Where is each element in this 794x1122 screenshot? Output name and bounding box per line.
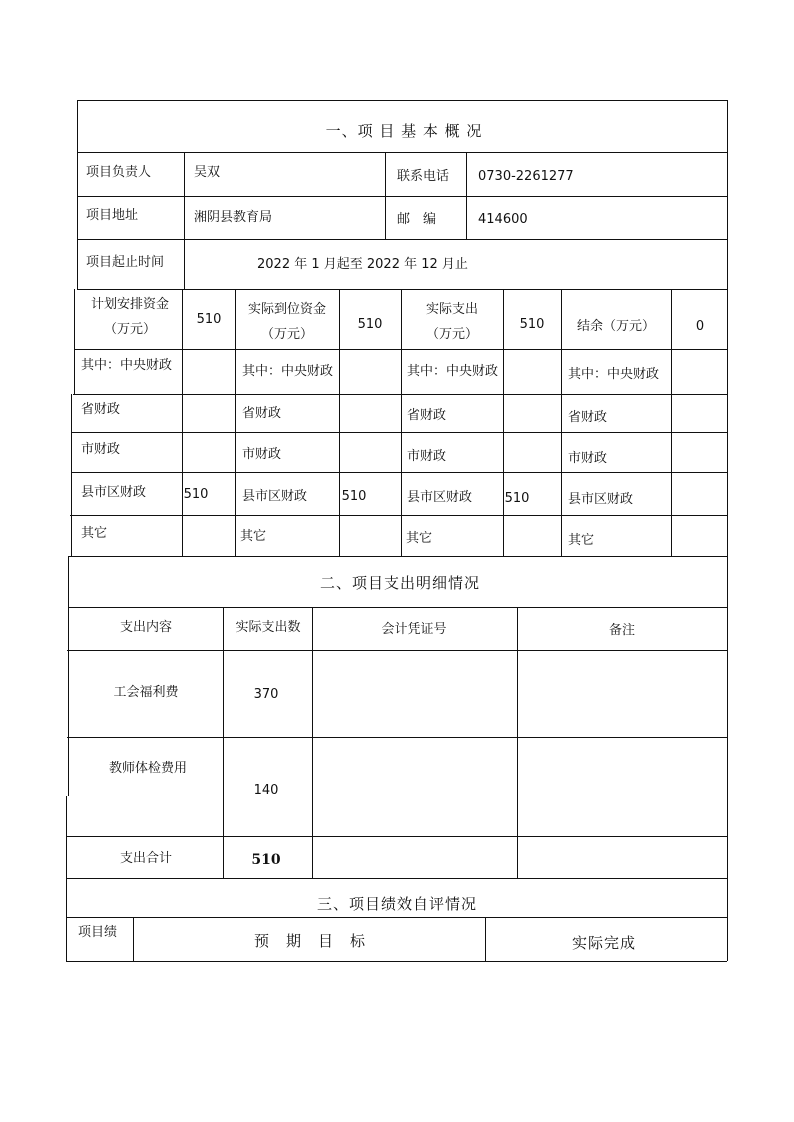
item-union-welfare-amount: 370 — [253, 687, 279, 702]
rule — [727, 100, 728, 961]
period-label: 项目起止时间 — [86, 255, 165, 270]
rule — [182, 289, 183, 556]
row-central-label: 其中：中央财政 — [81, 358, 173, 373]
rule — [66, 961, 727, 962]
rule — [67, 650, 727, 651]
rule — [503, 289, 504, 556]
header-amount: 实际支出数 — [235, 620, 301, 635]
leader-label: 项目负责人 — [86, 165, 152, 180]
rule — [66, 917, 727, 918]
rule — [68, 556, 69, 796]
rule — [67, 737, 727, 738]
rule — [671, 289, 672, 556]
row-central-label-balance: 其中：中央财政 — [568, 367, 660, 382]
row-province-label: 省财政 — [81, 402, 121, 417]
postcode-label: 邮 编 — [397, 212, 437, 227]
address-label: 项目地址 — [86, 208, 139, 223]
row-county-arrived: 510 — [341, 489, 367, 504]
rule — [70, 515, 727, 516]
rule — [235, 289, 236, 556]
rule — [223, 607, 224, 878]
section2-title: 二、项目支出明细情况 — [319, 574, 481, 592]
row-county-spent: 510 — [504, 491, 530, 506]
header-content: 支出内容 — [119, 620, 173, 635]
plan-unit: （万元） — [103, 322, 157, 337]
address-value: 湘阴县教育局 — [194, 210, 273, 225]
rule — [71, 472, 727, 473]
rule — [385, 152, 386, 239]
row-county-plan: 510 — [183, 487, 209, 502]
item-teacher-checkup-amount: 140 — [253, 783, 279, 798]
arrived-unit: （万元） — [260, 327, 314, 342]
row-city-label-spent: 市财政 — [407, 449, 447, 464]
actual-result-header: 实际完成 — [571, 934, 637, 952]
total-label: 支出合计 — [119, 851, 173, 866]
rule — [68, 607, 727, 608]
period-value: 2022 年 1 月起至 2022 年 12 月止 — [257, 257, 468, 272]
rule — [561, 289, 562, 556]
leader-value: 吴双 — [194, 165, 221, 180]
row-other-label-spent: 其它 — [406, 531, 433, 546]
rule — [66, 796, 67, 961]
rule — [77, 239, 727, 240]
postcode-value: 414600 — [478, 212, 528, 227]
row-central-label-spent: 其中：中央财政 — [407, 364, 499, 379]
rule — [184, 152, 185, 289]
rule — [77, 289, 727, 290]
row-city-label-balance: 市财政 — [568, 451, 608, 466]
header-note: 备注 — [608, 623, 636, 638]
rule — [74, 289, 75, 394]
balance-value: 0 — [695, 319, 705, 334]
total-value: 510 — [251, 852, 281, 868]
rule — [401, 289, 402, 556]
plan-value: 510 — [196, 312, 222, 327]
row-other-label-arrived: 其它 — [240, 529, 267, 544]
row-county-label-balance: 县市区财政 — [568, 492, 634, 507]
rule — [72, 432, 727, 433]
row-county-label: 县市区财政 — [81, 485, 147, 500]
row-province-label-balance: 省财政 — [568, 410, 608, 425]
spent-value: 510 — [519, 317, 545, 332]
rule — [69, 556, 727, 557]
header-voucher: 会计凭证号 — [381, 622, 447, 637]
phone-label: 联系电话 — [397, 169, 450, 184]
row-other-label-balance: 其它 — [568, 533, 595, 548]
spent-label: 实际支出 — [425, 302, 479, 317]
spent-unit: （万元） — [425, 327, 479, 342]
phone-value: 0730-2261277 — [478, 169, 574, 184]
rule — [66, 836, 727, 837]
section1-title: 一、项 目 基 本 概 况 — [325, 122, 483, 140]
rule — [77, 100, 78, 289]
rule — [66, 878, 727, 879]
row-province-label-arrived: 省财政 — [242, 406, 282, 421]
row-city-label: 市财政 — [81, 442, 121, 457]
rule — [77, 152, 727, 153]
perf-row-label: 项目绩 — [78, 925, 118, 940]
row-county-label-arrived: 县市区财政 — [242, 489, 308, 504]
row-central-label-arrived: 其中：中央财政 — [242, 364, 334, 379]
rule — [466, 152, 467, 239]
rule — [339, 289, 340, 556]
item-teacher-checkup: 教师体检费用 — [108, 761, 188, 776]
rule — [77, 196, 727, 197]
expected-goal-header: 预 期 目 标 — [253, 932, 367, 950]
rule — [71, 394, 72, 556]
arrived-label: 实际到位资金 — [247, 302, 327, 317]
row-other-label: 其它 — [81, 526, 108, 541]
row-province-label-spent: 省财政 — [407, 408, 447, 423]
rule — [517, 607, 518, 878]
arrived-value: 510 — [357, 317, 383, 332]
rule — [133, 917, 134, 961]
rule — [73, 394, 727, 395]
rule — [77, 100, 727, 101]
item-union-welfare: 工会福利费 — [113, 685, 179, 700]
row-city-label-arrived: 市财政 — [242, 447, 282, 462]
row-county-label-spent: 县市区财政 — [407, 490, 473, 505]
section3-title: 三、项目绩效自评情况 — [316, 895, 478, 913]
rule — [485, 917, 486, 961]
rule — [312, 607, 313, 878]
balance-label: 结余（万元） — [576, 319, 656, 334]
plan-label: 计划安排资金 — [90, 297, 170, 312]
